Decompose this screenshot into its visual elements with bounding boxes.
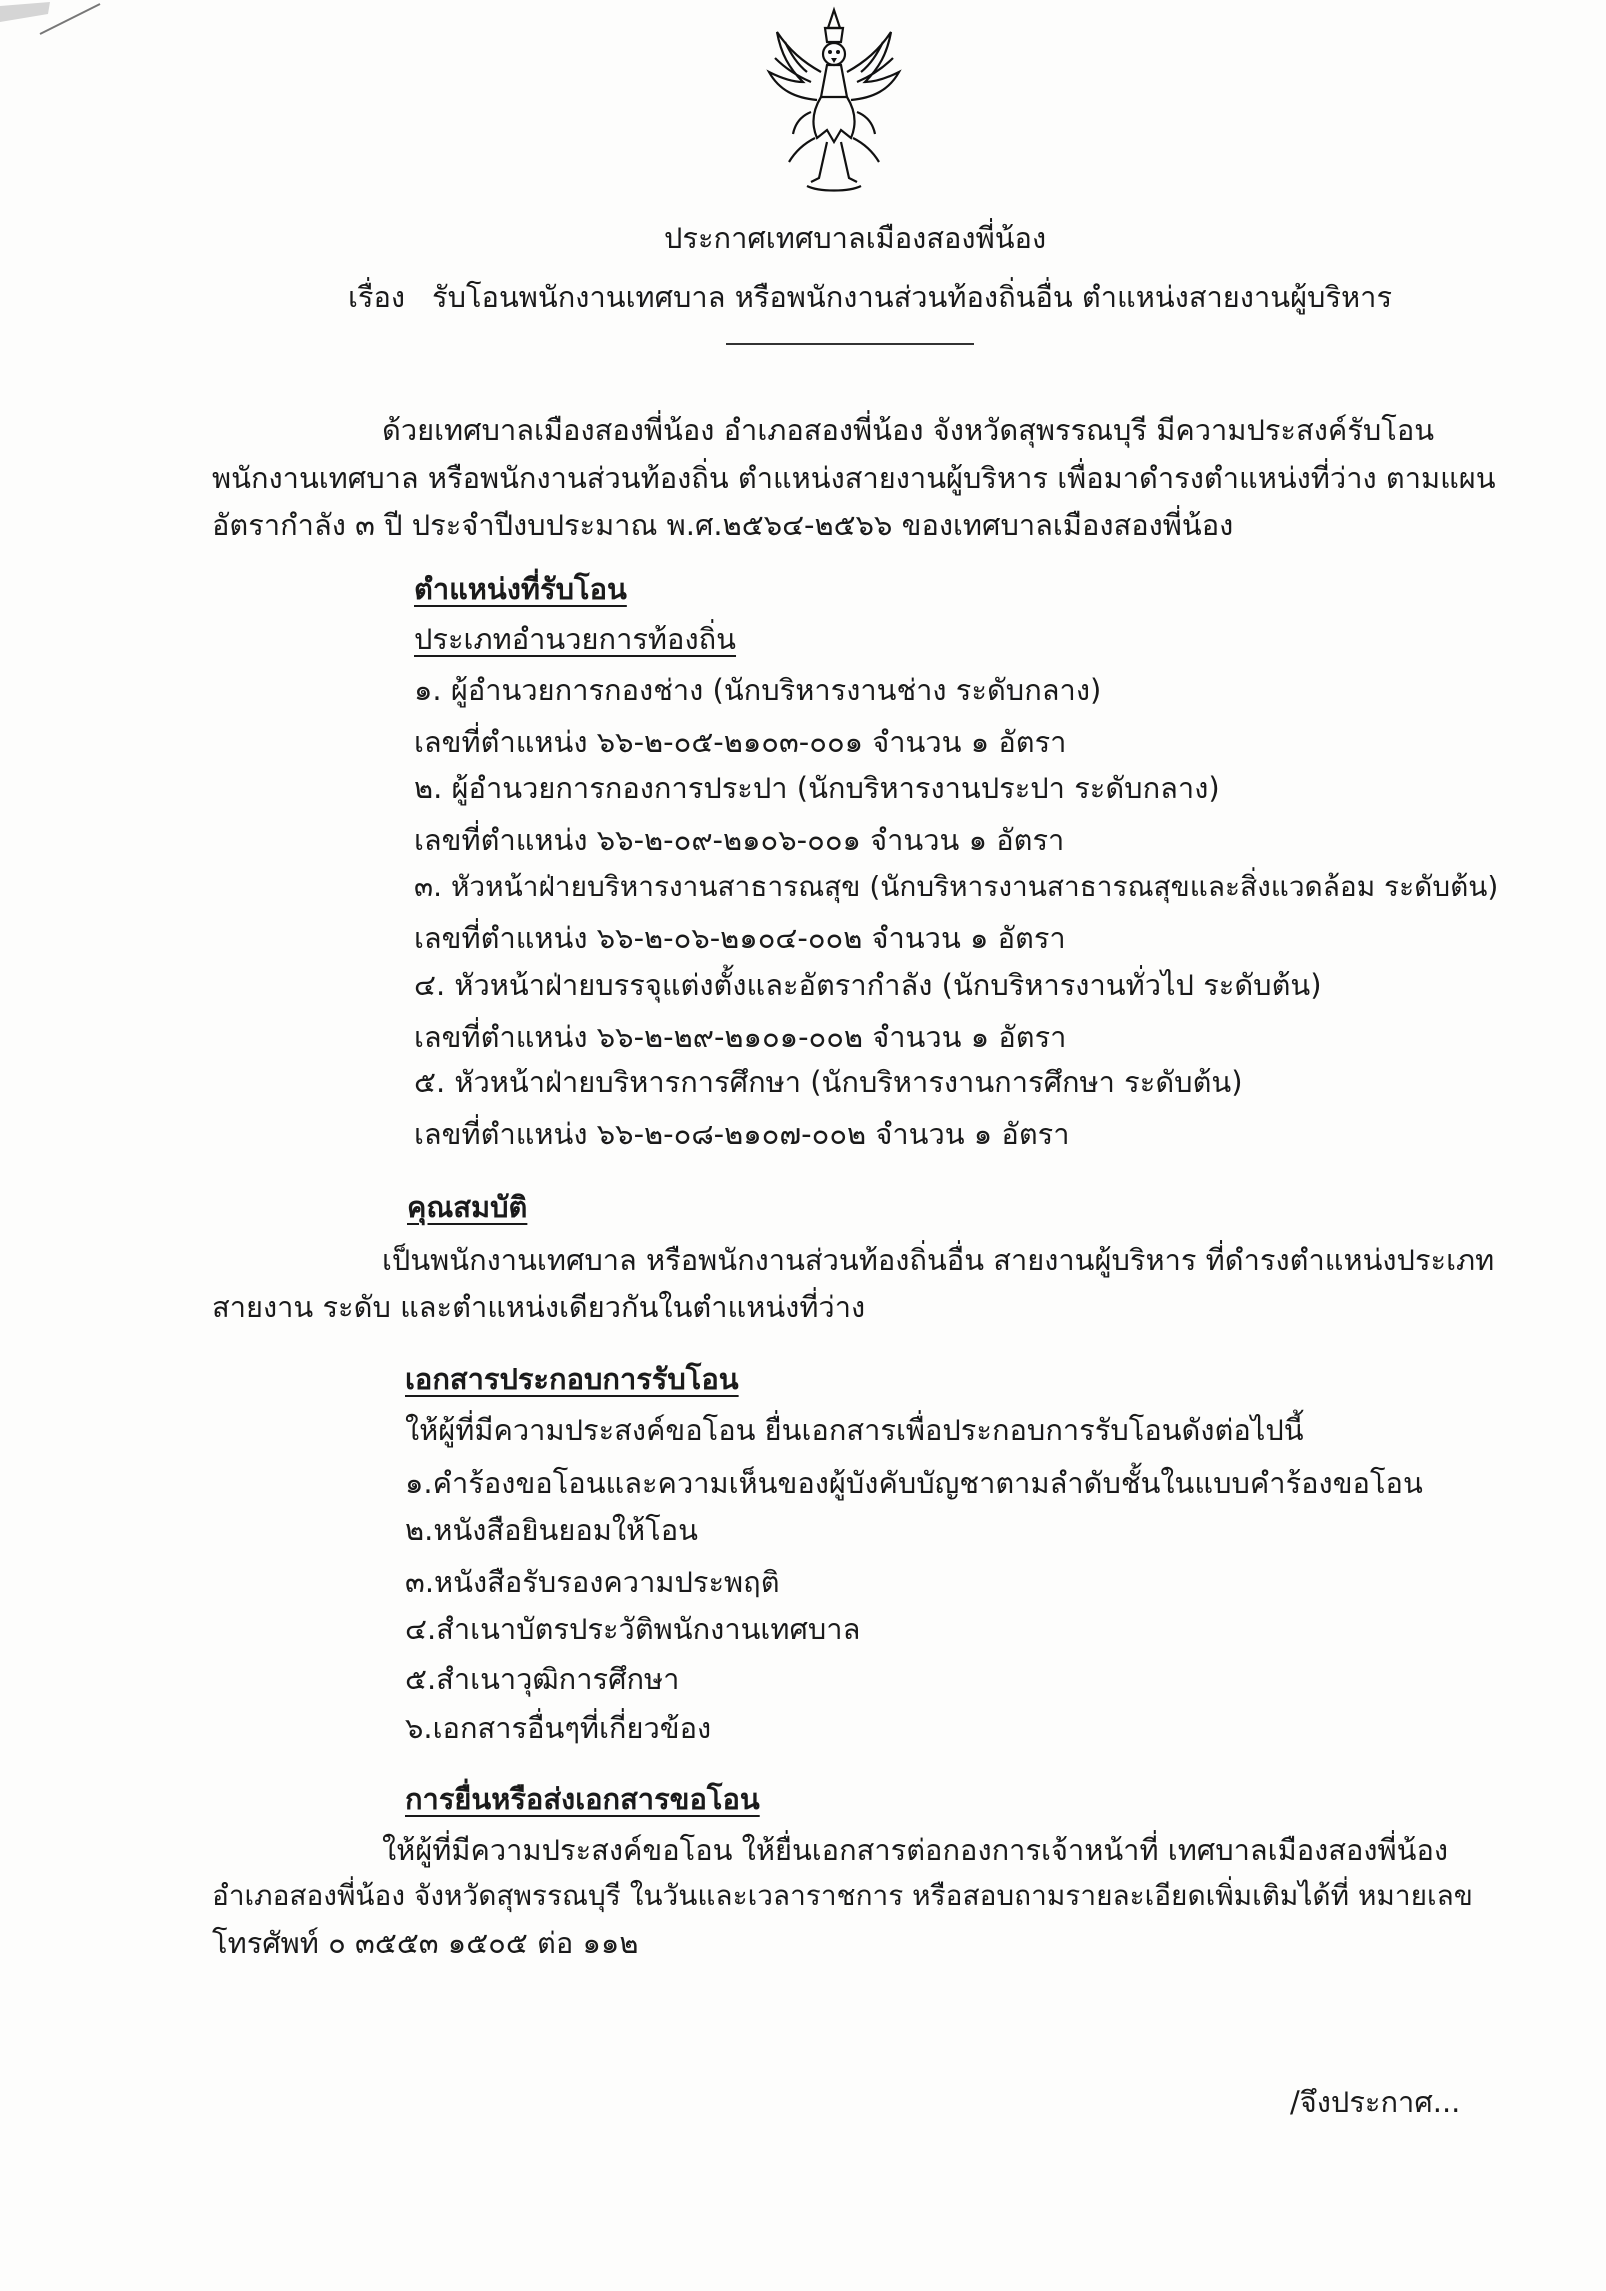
subject-label: เรื่อง [348, 280, 406, 314]
position-title: ๕. หัวหน้าฝ่ายบริหารการศึกษา (นักบริหารงานการศึกษา ระดับต้น) [414, 1065, 1243, 1099]
document-item: ๑.คำร้องขอโอนและความเห็นของผู้บังคับบัญชาตามลำดับชั้นในแบบคำร้องขอโอน [405, 1466, 1423, 1500]
document-item: ๖.เอกสารอื่นๆที่เกี่ยวข้อง [405, 1711, 712, 1745]
document-item: ๓.หนังสือรับรองความประพฤติ [405, 1565, 780, 1599]
submission-heading: การยื่นหรือส่งเอกสารขอโอน [405, 1782, 760, 1816]
intro-line: พนักงานเทศบาล หรือพนักงานส่วนท้องถิ่น ตำแหน่งสายงานผู้บริหาร เพื่อมาดำรงตำแหน่งที่ว่าง ตามแผน [212, 461, 1496, 495]
submission-line: อำเภอสองพี่น้อง จังหวัดสุพรรณบุรี ในวันและเวลาราชการ หรือสอบถามรายละเอียดเพิ่มเติมได้ที่ หมายเลข [212, 1879, 1473, 1912]
scan-corner-mark [0, 0, 110, 40]
qualification-line: เป็นพนักงานเทศบาล หรือพนักงานส่วนท้องถิ่นอื่น สายงานผู้บริหาร ที่ดำรงตำแหน่งประเภท [382, 1243, 1495, 1277]
qualifications-heading: คุณสมบัติ [407, 1190, 528, 1224]
position-title: ๓. หัวหน้าฝ่ายบริหารงานสาธารณสุข (นักบริหารงานสาธารณสุขและสิ่งแวดล้อม ระดับต้น) [414, 870, 1499, 903]
position-title: ๑. ผู้อำนวยการกองช่าง (นักบริหารงานช่าง ระดับกลาง) [414, 673, 1102, 707]
position-number: เลขที่ตำแหน่ง ๖๖-๒-๐๙-๒๑๐๖-๐๐๑ จำนวน ๑ อัตรา [414, 823, 1065, 857]
document-item: ๒.หนังสือยินยอมให้โอน [405, 1513, 698, 1547]
submission-line: โทรศัพท์ ๐ ๓๕๕๓ ๑๕๐๕ ต่อ ๑๑๒ [212, 1926, 639, 1960]
intro-line: อัตรากำลัง ๓ ปี ประจำปีงบประมาณ พ.ศ.๒๕๖๔-๒๕๖๖ ของเทศบาลเมืองสองพี่น้อง [212, 508, 1234, 542]
position-title: ๔. หัวหน้าฝ่ายบรรจุแต่งตั้งและอัตรากำลัง (นักบริหารงานทั่วไป ระดับต้น) [414, 968, 1322, 1002]
position-type: ประเภทอำนวยการท้องถิ่น [414, 622, 737, 656]
position-number: เลขที่ตำแหน่ง ๖๖-๒-๒๙-๒๑๐๑-๐๐๒ จำนวน ๑ อัตรา [414, 1020, 1067, 1054]
documents-lead: ให้ผู้ที่มีความประสงค์ขอโอน ยื่นเอกสารเพื่อประกอบการรับโอนดังต่อไปนี้ [405, 1413, 1304, 1447]
position-number: เลขที่ตำแหน่ง ๖๖-๒-๐๕-๒๑๐๓-๐๐๑ จำนวน ๑ อัตรา [414, 725, 1067, 759]
submission-line: ให้ผู้ที่มีความประสงค์ขอโอน ให้ยื่นเอกสารต่อกองการเจ้าหน้าที่ เทศบาลเมืองสองพี่น้อง [382, 1833, 1449, 1867]
position-title: ๒. ผู้อำนวยการกองการประปา (นักบริหารงานประปา ระดับกลาง) [414, 771, 1220, 805]
document-item: ๔.สำเนาบัตรประวัติพนักงานเทศบาล [405, 1612, 861, 1646]
garuda-emblem [755, 2, 913, 202]
subject-text: รับโอนพนักงานเทศบาล หรือพนักงานส่วนท้องถิ่นอื่น ตำแหน่งสายงานผู้บริหาร [432, 280, 1393, 314]
position-number: เลขที่ตำแหน่ง ๖๖-๒-๐๘-๒๑๐๗-๐๐๒ จำนวน ๑ อัตรา [414, 1117, 1070, 1151]
position-number: เลขที่ตำแหน่ง ๖๖-๒-๐๖-๒๑๐๔-๐๐๒ จำนวน ๑ อัตรา [414, 921, 1066, 955]
continuation-note: /จึงประกาศ... [1290, 2085, 1461, 2119]
title-separator [726, 343, 974, 345]
announcement-title: ประกาศเทศบาลเมืองสองพี่น้อง [664, 221, 1047, 255]
intro-line: ด้วยเทศบาลเมืองสองพี่น้อง อำเภอสองพี่น้อง จังหวัดสุพรรณบุรี มีความประสงค์รับโอน [382, 413, 1435, 447]
qualification-line: สายงาน ระดับ และตำแหน่งเดียวกันในตำแหน่งที่ว่าง [212, 1290, 866, 1324]
document-item: ๕.สำเนาวุฒิการศึกษา [405, 1662, 680, 1696]
documents-heading: เอกสารประกอบการรับโอน [405, 1362, 739, 1396]
positions-heading: ตำแหน่งที่รับโอน [414, 572, 627, 606]
